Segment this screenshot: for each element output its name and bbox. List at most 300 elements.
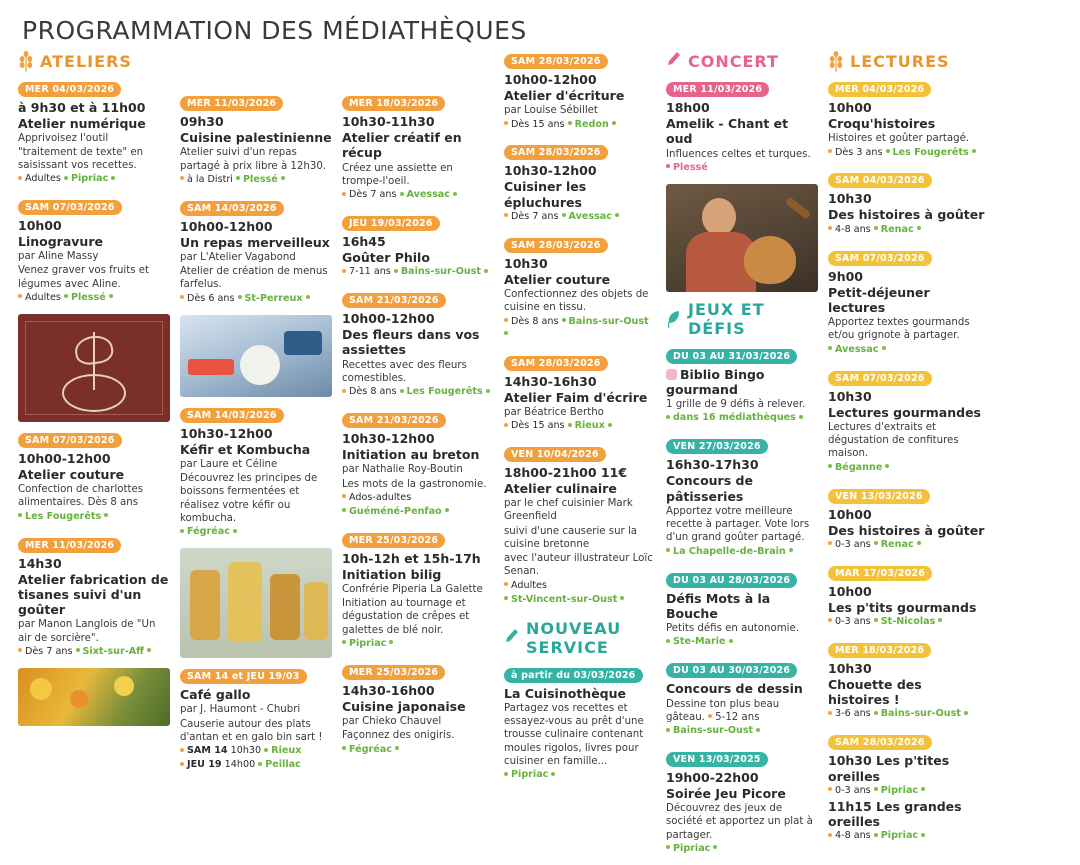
- event-meta: [342, 744, 494, 757]
- section-header-nouveau-service: [504, 619, 656, 657]
- event-name: La Cuisinothèque: [504, 685, 626, 701]
- bullet-icon: [180, 176, 184, 180]
- event-meta: [504, 316, 656, 342]
- bullet-icon: [828, 833, 832, 837]
- bullet-icon: [18, 176, 22, 180]
- bullet-icon: [342, 389, 346, 393]
- event-item[interactable]: [342, 660, 494, 757]
- event-hour: 10h-12h et 15h-17h: [342, 550, 481, 566]
- event-hour: 10h00: [828, 583, 872, 599]
- bullet-icon: [238, 295, 242, 299]
- event-name: Linogravure: [18, 233, 103, 249]
- event-desc: Petits défis en autonomie.: [666, 623, 799, 635]
- event-audience: Dès 15 ans: [511, 118, 565, 130]
- bullet-icon: [342, 640, 346, 644]
- event-place: Plessé: [70, 291, 106, 303]
- event-audience: Dès 3 ans: [835, 146, 883, 158]
- event-by: par le chef cuisinier Mark Greenfield: [504, 498, 633, 523]
- event-audience: 7-11 ans: [349, 266, 391, 278]
- event-date-chip: SAM 28/03/2026: [504, 238, 608, 253]
- lecture-item[interactable]: [828, 638, 986, 721]
- event-by: par J. Haumont - Chubri: [180, 704, 301, 716]
- bullet-icon: [568, 121, 572, 125]
- event-desc: Atelier de création de menus farfelus.: [180, 266, 328, 291]
- bullet-icon: [972, 149, 976, 153]
- event-audience: à la Distri: [187, 173, 233, 185]
- event-item[interactable]: [504, 49, 656, 131]
- nouveau-service-item[interactable]: [504, 663, 656, 782]
- event-desc: Apportez votre meilleure recette à partager. Vote lors d'un grand goûter partagé.: [666, 505, 810, 544]
- event-name: Café gallo: [180, 687, 251, 703]
- event-hour-1: 10h30: [230, 745, 262, 757]
- bullet-icon: [342, 746, 346, 750]
- bullet-icon: [828, 464, 832, 468]
- bullet-icon: [306, 295, 310, 299]
- event-item[interactable]: [504, 351, 656, 433]
- event-date-chip: MER 04/03/2026: [18, 82, 121, 97]
- bullet-icon: [395, 746, 399, 750]
- lecture-item[interactable]: [828, 77, 986, 159]
- linogravure-photo: [18, 314, 170, 422]
- bullet-icon: [874, 226, 878, 230]
- event-date-chip: MER 04/03/2026: [828, 82, 931, 97]
- event-name: Un repas merveilleux: [180, 234, 330, 250]
- bullet-icon: [828, 226, 832, 230]
- bullet-icon: [236, 176, 240, 180]
- event-desc: Histoires et goûter partagé.: [828, 133, 970, 145]
- event-date-chip: à partir du 03/03/2026: [504, 668, 643, 683]
- event-name: Biblio Bingo gourmand: [666, 366, 765, 397]
- jeu-item[interactable]: [666, 344, 818, 426]
- bullet-icon: [882, 346, 886, 350]
- bullet-icon: [18, 648, 22, 652]
- bullet-icon: [504, 423, 508, 427]
- event-meta: [504, 580, 656, 593]
- event-audience: Dès 6 ans: [187, 292, 235, 304]
- bullet-icon: [342, 508, 346, 512]
- event-audience: 4-8 ans: [835, 223, 871, 235]
- bullet-icon: [180, 748, 184, 752]
- kombucha-photo: [180, 548, 332, 658]
- event-place: Redon: [574, 118, 609, 130]
- event-hour: 10h00: [828, 506, 872, 522]
- event-place: Plessé: [673, 161, 708, 173]
- event-desc: Dessine ton plus beau gâteau. 5-12 ans: [666, 698, 780, 723]
- bullet-icon: [874, 833, 878, 837]
- event-date-chip: SAM 21/03/2026: [342, 413, 446, 428]
- event-hour: 10h00: [828, 100, 872, 115]
- bullet-icon: [504, 582, 508, 586]
- bullet-icon: [504, 121, 508, 125]
- event-name: Atelier couture: [18, 466, 125, 482]
- event-hour: 18h00-21h00 11€: [504, 464, 628, 480]
- event-meta: [180, 526, 332, 539]
- event-audience: Dès 8 ans: [511, 315, 559, 327]
- bullet-icon: [445, 508, 449, 512]
- event-meta: [180, 174, 332, 187]
- event-hour-2: 14h00: [224, 759, 256, 770]
- event-hour: 14h30-16h30: [504, 373, 597, 389]
- event-name: Défis Mots à la Bouche: [666, 590, 771, 621]
- event-meta: [180, 293, 332, 306]
- event-date-chip: MAR 17/03/2026: [828, 566, 932, 581]
- event-place: St-Vincent-sur-Oust: [511, 593, 618, 605]
- event-date-chip: SAM 28/03/2026: [828, 735, 932, 750]
- bullet-icon: [828, 346, 832, 350]
- event-name: Cuisine japonaise: [342, 698, 466, 714]
- column-two: [180, 49, 332, 781]
- event-name: 10h30 Les p'tites oreilles: [828, 753, 950, 784]
- bullet-icon: [615, 213, 619, 217]
- bullet-icon: [180, 295, 184, 299]
- event-by: par Chieko Chauvel: [342, 716, 442, 728]
- bullet-icon: [921, 787, 925, 791]
- event-place: Avessac: [835, 343, 879, 355]
- bullet-icon: [111, 176, 115, 180]
- event-day-2: JEU 19: [187, 759, 222, 770]
- bullet-icon: [885, 464, 889, 468]
- lecture-item[interactable]: [828, 168, 986, 236]
- music-note-icon: [666, 51, 682, 71]
- event-name: Concours de pâtisseries: [666, 473, 753, 504]
- event-desc: Partagez vos recettes et essayez-vous au prêt d'une trousse culinaire contenant moules rigolos, livres pour cuisiner en famille...: [504, 702, 644, 767]
- bullet-icon: [342, 192, 346, 196]
- event-audience: 5-12 ans: [715, 711, 760, 723]
- bullet-icon: [666, 548, 670, 552]
- event-desc: Recettes avec des fleurs comestibles.: [342, 359, 467, 384]
- event-audience: Adultes: [25, 173, 61, 184]
- bullet-icon: [504, 318, 508, 322]
- event-meta: [666, 546, 818, 559]
- event-meta: [18, 173, 170, 186]
- bullet-icon: [874, 787, 878, 791]
- event-audience: Dès 8 ans: [87, 497, 139, 509]
- page-title: PROGRAMMATION DES MÉDIATHÈQUES: [22, 16, 527, 45]
- event-desc: Découvrez les principes de boissons fermentées et réalisez votre kéfir ou kombucha.: [180, 473, 318, 524]
- column-three: [342, 49, 494, 766]
- bullet-icon: [342, 269, 346, 273]
- bullet-icon: [666, 164, 670, 168]
- event-place: Pipriac: [673, 842, 711, 854]
- bullet-icon: [504, 772, 508, 776]
- event-item[interactable]: [180, 664, 332, 772]
- event-name: Amelik - Chant et oud: [666, 116, 789, 147]
- event-desc: Confectionnez des objets de cuisine en tissu.: [504, 289, 649, 314]
- event-meta: [828, 462, 986, 475]
- bullet-icon: [109, 294, 113, 298]
- event-name: Atelier couture: [504, 271, 611, 287]
- event-date-chip: SAM 14 et JEU 19/03: [180, 669, 307, 684]
- event-by: par Laure et Céline: [180, 458, 278, 470]
- event-place: Avessac: [406, 189, 450, 200]
- event-hour: 10h00: [18, 217, 62, 233]
- event-place: Les Fougerêts: [25, 510, 102, 522]
- event-name: Soirée Jeu Picore: [666, 785, 786, 801]
- jeu-item[interactable]: [666, 434, 818, 558]
- event-hour: 16h30-17h30: [666, 457, 759, 473]
- event-place: Les Fougerêts: [406, 386, 483, 398]
- bullet-icon: [612, 121, 616, 125]
- event-meta: [666, 412, 818, 425]
- event-desc: Apportez textes gourmands et/ou grignote à partager.: [828, 317, 970, 342]
- event-date-chip: DU 03 AU 31/03/2026: [666, 349, 797, 364]
- event-desc: Causerie autour des plats d'antan et en galo bin sart !: [180, 718, 323, 743]
- event-audience: 0-3 ans: [835, 615, 871, 627]
- event-name: Concours de dessin: [666, 681, 803, 697]
- event-place: La Chapelle-de-Brain: [673, 545, 786, 557]
- event-item[interactable]: [342, 408, 494, 519]
- bullet-icon: [713, 845, 717, 849]
- event-audience: Dès 15 ans: [511, 420, 565, 431]
- event-item[interactable]: [180, 403, 332, 539]
- event-hour: 10h30-12h00: [504, 163, 597, 179]
- bullet-icon: [551, 772, 555, 776]
- event-name: Atelier numérique: [18, 116, 146, 131]
- event-place: Pipriac: [70, 173, 109, 184]
- event-item[interactable]: [504, 140, 656, 223]
- bullet-icon: [394, 269, 398, 273]
- event-name: Goûter Philo: [342, 249, 430, 265]
- event-meta: [342, 189, 494, 202]
- event-meta: [666, 725, 818, 738]
- bullet-icon: [756, 728, 760, 732]
- event-meta: [18, 646, 170, 659]
- leaf-icon: [666, 309, 682, 329]
- event-date-chip: MER 25/03/2026: [342, 665, 445, 680]
- event-by: par Manon Langlois de "Un air de sorcière".: [18, 619, 156, 644]
- bullet-icon: [147, 648, 151, 652]
- event-date-chip: SAM 14/03/2026: [180, 201, 284, 216]
- event-meta: [828, 147, 986, 160]
- event-date-chip: MER 18/03/2026: [828, 643, 931, 658]
- event-by: par L'Atelier Vagabond: [180, 251, 296, 263]
- section-header-lectures: [828, 51, 986, 71]
- bullet-icon: [874, 711, 878, 715]
- bullet-icon: [828, 149, 832, 153]
- concert-item[interactable]: [666, 77, 818, 175]
- column-four: [504, 49, 656, 791]
- event-audience: Ados-adultes: [349, 491, 412, 503]
- bullet-icon: [281, 176, 285, 180]
- lecture-item[interactable]: [828, 730, 986, 843]
- event-date-chip: SAM 07/03/2026: [828, 371, 932, 386]
- event-name: Cuisine palestinienne: [180, 130, 332, 145]
- event-meta: [342, 638, 494, 651]
- bullet-icon: [874, 618, 878, 622]
- bullet-icon: [828, 787, 832, 791]
- event-hour: 09h30: [180, 114, 224, 129]
- section-title-nouveau-service: NOUVEAU SERVICE: [526, 618, 622, 657]
- concert-photo: [666, 184, 818, 292]
- event-date-chip: VEN 10/04/2026: [504, 447, 606, 462]
- section-title-ateliers: ATELIERS: [40, 51, 132, 71]
- event-meta: [666, 636, 818, 649]
- event-audience: Adultes: [511, 579, 547, 591]
- bullet-icon: [562, 213, 566, 217]
- pen-icon: [504, 628, 520, 648]
- event-hour: 10h30: [828, 660, 872, 676]
- event-hour: 19h00-22h00: [666, 769, 759, 785]
- event-meta: [342, 506, 494, 519]
- bullet-icon: [828, 711, 832, 715]
- event-name: Atelier d'écriture: [504, 88, 625, 103]
- bullet-icon: [608, 423, 612, 427]
- event-by: par Béatrice Bertho: [504, 406, 604, 418]
- bullet-icon: [76, 648, 80, 652]
- bullet-icon: [562, 318, 566, 322]
- event-item[interactable]: [342, 211, 494, 279]
- event-audience: 3-6 ans: [835, 708, 871, 720]
- bullet-icon: [828, 618, 832, 622]
- lecture-item[interactable]: [828, 561, 986, 629]
- column-lectures: [828, 49, 986, 852]
- event-audience: Dès 7 ans: [511, 210, 559, 222]
- event-meta-2: [828, 830, 986, 843]
- event-meta: [666, 162, 818, 175]
- event-name: Atelier créatif en récup: [342, 130, 462, 161]
- event-place: Bains-sur-Oust: [400, 266, 481, 278]
- bullet-icon: [917, 226, 921, 230]
- event-by: par Aline Massy: [18, 251, 99, 263]
- workshop-photo: [180, 315, 332, 397]
- lecture-item[interactable]: [828, 484, 986, 552]
- bullet-icon: [233, 529, 237, 533]
- event-item[interactable]: [180, 91, 332, 187]
- jeu-item[interactable]: [666, 568, 818, 650]
- event-audience: Adultes: [25, 291, 61, 303]
- event-audience-2: 4-8 ans: [835, 830, 871, 842]
- event-date-chip: SAM 28/03/2026: [504, 356, 608, 371]
- event-place: Pipriac: [880, 784, 919, 796]
- event-item[interactable]: [504, 442, 656, 607]
- event-meta: [828, 344, 986, 357]
- event-meta: [828, 616, 986, 629]
- bullet-icon: [620, 596, 624, 600]
- event-place: Bains-sur-Oust: [568, 315, 649, 327]
- bullet-icon: [917, 541, 921, 545]
- lecture-item[interactable]: [828, 246, 986, 357]
- event-desc: Atelier suivi d'un repas partagé à prix libre à 12h30.: [180, 147, 327, 172]
- event-place: Pipriac: [349, 637, 387, 649]
- event-desc: Façonnez des onigiris.: [342, 730, 455, 742]
- event-audience: Dès 8 ans: [349, 386, 397, 398]
- event-desc: 1 grille de 9 défis à relever.: [666, 399, 806, 411]
- event-item[interactable]: [18, 195, 170, 305]
- event-name: Chouette des histoires !: [828, 676, 922, 708]
- event-hour: 10h00-12h00: [180, 218, 273, 234]
- event-name: Petit-déjeuner lectures: [828, 284, 930, 315]
- event-place: dans 16 médiathèques: [673, 412, 796, 424]
- columns-layout: [18, 49, 1068, 865]
- event-audience: 0-3 ans: [835, 538, 871, 550]
- bullet-icon: [486, 389, 490, 393]
- event-name-2: 11h15 Les grandes oreilles: [828, 798, 962, 829]
- event-item[interactable]: [342, 288, 494, 399]
- event-date-chip: VEN 13/03/2025: [666, 752, 768, 767]
- event-place: Bains-sur-Oust: [880, 708, 961, 720]
- event-item[interactable]: [180, 196, 332, 306]
- event-desc: Venez graver vos fruits et légumes avec Aline.: [18, 265, 150, 290]
- event-item[interactable]: [342, 528, 494, 651]
- event-date-chip: MER 11/03/2026: [666, 82, 769, 97]
- event-date-chip: MER 11/03/2026: [18, 538, 121, 553]
- bullet-icon: [504, 596, 508, 600]
- event-hour: 10h30-12h00: [180, 425, 273, 441]
- event-hour: 14h30: [18, 555, 62, 571]
- event-meta: [18, 292, 170, 305]
- event-meta: [180, 759, 332, 772]
- column-ateliers: [18, 49, 170, 726]
- wheat-icon: [828, 51, 844, 71]
- event-name: Lectures gourmandes: [828, 404, 981, 420]
- bullet-icon: [389, 640, 393, 644]
- event-date-chip: VEN 27/03/2026: [666, 439, 768, 454]
- bullet-icon: [938, 618, 942, 622]
- event-by: par Louise Sébillet: [504, 105, 598, 117]
- bullet-icon: [666, 728, 670, 732]
- bullet-icon: [64, 176, 68, 180]
- bullet-icon: [264, 748, 268, 752]
- event-date-chip: SAM 21/03/2026: [342, 293, 446, 308]
- event-desc: Apprivoisez l'outil "traitement de texte" en saisissant vos recettes.: [18, 133, 144, 171]
- flowers-photo: [18, 668, 170, 726]
- event-hour: 16h45: [342, 233, 386, 249]
- section-title-lectures: LECTURES: [850, 51, 950, 71]
- event-meta: [342, 266, 494, 279]
- event-name: Atelier fabrication de tisanes suivi d'un goûter: [18, 571, 169, 618]
- bullet-icon: [666, 639, 670, 643]
- event-name: Croqu'histoires: [828, 116, 936, 131]
- lecture-item[interactable]: [828, 366, 986, 475]
- wheat-icon: [18, 51, 34, 71]
- section-header-ateliers: [18, 51, 170, 71]
- event-item[interactable]: [18, 533, 170, 659]
- event-item[interactable]: [342, 91, 494, 202]
- event-date-chip: SAM 28/03/2026: [504, 54, 608, 69]
- event-meta: [504, 420, 656, 433]
- event-item[interactable]: [18, 77, 170, 186]
- event-audience: Dès 7 ans: [349, 189, 397, 200]
- bullet-icon: [666, 845, 670, 849]
- event-date-chip: SAM 28/03/2026: [504, 145, 608, 160]
- bullet-icon: [400, 389, 404, 393]
- event-name: Des histoires à goûter: [828, 522, 985, 538]
- jeu-item[interactable]: [666, 658, 818, 738]
- event-date-chip: SAM 07/03/2026: [18, 433, 122, 448]
- event-meta: [18, 511, 170, 524]
- event-place-2: Peillac: [265, 759, 301, 770]
- event-item[interactable]: [504, 233, 656, 342]
- event-name: Des histoires à goûter: [828, 207, 985, 223]
- event-date-chip: SAM 07/03/2026: [828, 251, 932, 266]
- event-item[interactable]: [18, 428, 170, 524]
- bullet-icon: [18, 294, 22, 298]
- event-desc: Confection de charlottes alimentaires. Dès 8 ans: [18, 484, 144, 509]
- event-place: Sixt-sur-Aff: [82, 645, 144, 657]
- jeu-item[interactable]: [666, 747, 818, 856]
- event-date-chip: JEU 19/03/2026: [342, 216, 440, 231]
- section-title-concert: CONCERT: [688, 51, 779, 71]
- event-place: Ste-Marie: [673, 636, 726, 648]
- event-audience: 0-3 ans: [835, 784, 871, 796]
- event-place: Rieux: [574, 420, 605, 431]
- event-meta: [828, 224, 986, 237]
- event-date-chip: DU 03 AU 28/03/2026: [666, 573, 797, 588]
- event-desc: suivi d'une causerie sur la cuisine bretonne: [504, 525, 638, 550]
- event-place-1: Rieux: [271, 745, 302, 757]
- bullet-icon: [180, 762, 184, 766]
- event-place: St-Nicolas: [880, 615, 936, 627]
